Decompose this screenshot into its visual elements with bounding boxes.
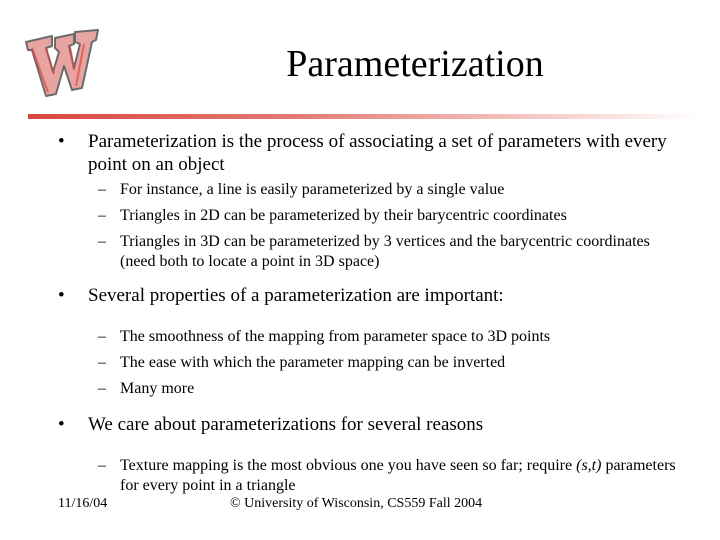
bullet-symbol: • [58,414,65,435]
sub-bullet-text: Many more [120,380,195,397]
sub-bullet-item [58,206,678,226]
sub-bullet-item [58,456,678,496]
bullet-text: We care about parameterizations for several reasons [88,414,484,435]
sub-bullet-item [58,180,678,200]
dash-symbol: – [98,207,106,224]
bullet-symbol: • [58,131,65,152]
bullet-text: Several properties of a parameterization are important: [88,285,504,306]
dash-symbol: – [98,380,106,397]
sub-bullet-text: Triangles in 2D can be parameterized by their barycentric coordinates [120,207,567,224]
sub-bullet-item [58,353,678,373]
slide-content [58,130,678,496]
sub-bullet-text: The smoothness of the mapping from parameter space to 3D points [120,328,551,345]
dash-symbol: – [98,328,106,345]
dash-symbol: – [98,457,106,474]
uw-motion-w-logo-icon [22,28,100,100]
sub-bullet-item [58,232,678,272]
sub-bullet-text: For instance, a line is easily parameterized by a single value [120,181,505,198]
sub-bullet-text: Triangles in 3D can be parameterized by 3 vertices and the barycentric coordinates (need both to locate a point in 3D space) [120,233,650,270]
sub-bullet-item [58,379,678,399]
footer-copyright: © University of Wisconsin, CS559 Fall 2004 [230,496,483,511]
bullet-item [58,284,678,307]
bullet-text: Parameterization is the process of associating a set of parameters with every point on an object [88,131,667,175]
bullet-item [58,413,678,436]
footer-date: 11/16/04 [58,496,108,511]
sub-bullet-text: The ease with which the parameter mapping can be inverted [120,354,506,371]
sub-bullet-item [58,327,678,347]
sub-bullet-text: Texture mapping is the most obvious one you have seen so far; require (s,t) parameters for every point in a triangle [120,457,676,494]
bullet-item [58,130,678,176]
bullet-symbol: • [58,285,65,306]
slide-title: Parameterization [286,43,544,85]
dash-symbol: – [98,233,106,250]
dash-symbol: – [98,354,106,371]
st-parameters: (s,t) [576,457,602,474]
title-divider [28,114,698,119]
dash-symbol: – [98,181,106,198]
